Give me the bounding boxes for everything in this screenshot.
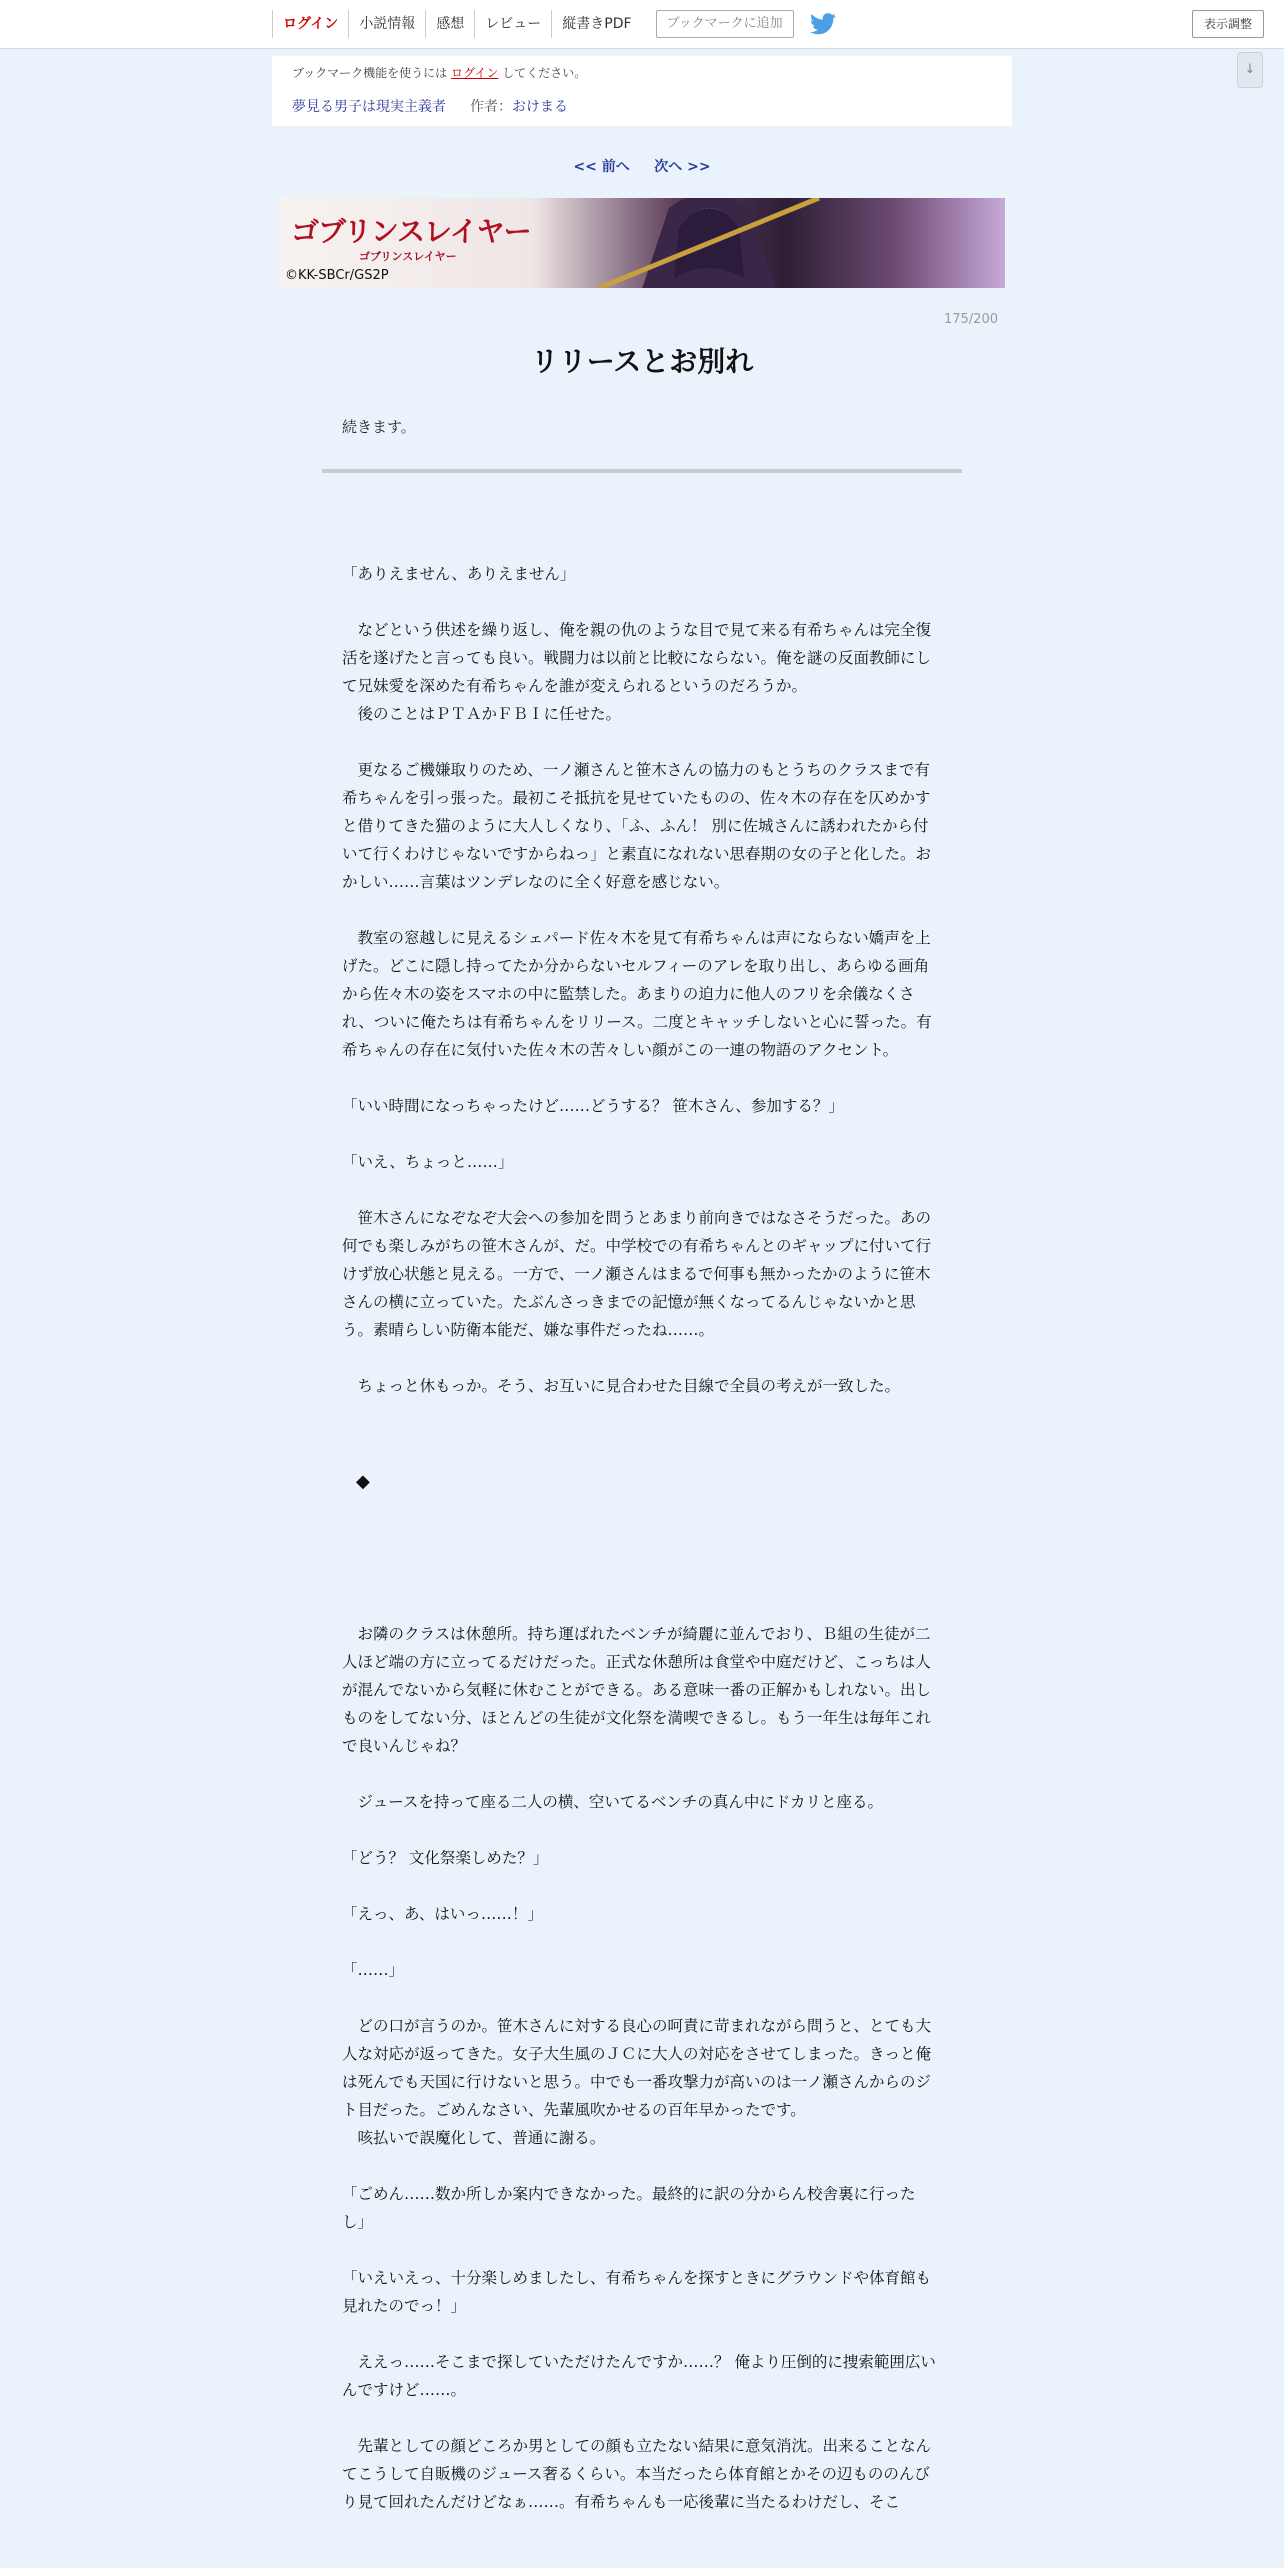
paragraph: などという供述を繰り返し、俺を親の仇のような目で見て来る有希ちゃんは完全復活を遂げたと言っても良い。戦闘力は以前と比較にならない。俺を謎の反面教師にして兄妹愛を深めた有希ちゃんを誰が変えられるというのだろうか。 後のことはＰＴＡかＦＢＩに任せた。 <box>342 621 932 723</box>
preface-divider <box>322 469 962 473</box>
banner-copyright: ©KK-SBCr/GS2P <box>285 268 389 283</box>
bookmark-notice: ブックマーク機能を使うには ログイン してください。 <box>292 66 587 80</box>
paragraph: お隣のクラスは休憩所。持ち運ばれたベンチが綺麗に並んでおり、Ｂ組の生徒が二人ほど端の方に立ってるだけだった。正式な休憩所は食堂や中庭だけど、こっちは人が混んでないから気軽に休むことができる。ある意味一番の正解かもしれない。出しものをしてない分、ほとんどの生徒が文化祭を満喫できるし。もう一年生は毎年これで良いんじゃね？ <box>342 1625 932 1755</box>
author-name-link[interactable]: おけまる <box>512 99 568 115</box>
nav-impressions-link[interactable]: 感想 <box>425 10 474 38</box>
paragraph: 「ごめん……数か所しか案内できなかった。最終的に訳の分からん校舎裏に行ったし」 <box>342 2185 916 2231</box>
page-count: 175/200 <box>944 312 999 327</box>
chapter-title: リリースとお別れ <box>530 345 754 378</box>
paragraph: 「ありえません、ありえません」 <box>342 565 576 583</box>
paragraph: 更なるご機嫌取りのため、一ノ瀬さんと笹木さんの協力のもとうちのクラスまで有希ちゃんを引っ張った。最初こそ抵抗を見せていたものの、佐々木の存在を仄めかすと借りてきた猫のように大人しくなり、「ふ、ふん！ 別に佐城さんに誘われたから付いて行くわけじゃないですからねっ」と素直になれない思春期の女の子と化した。おかしい……言葉はツンデレなのに全く好意を感じない。 <box>342 761 932 891</box>
paragraph: ちょっと休もっか。そう、お互いに見合わせた目線で全員の考えが一致した。 <box>342 1377 901 1395</box>
paragraph: 笹木さんになぞなぞ大会への参加を問うとあまり前向きではなさそうだった。あの何でも楽しみがちの笹木さんが、だ。中学校での有希ちゃんとのギャップに付いて行けず放心状態と見える。一方で、一ノ瀬さんはまるで何事も無かったかのように笹木さんの横に立っていた。たぶんさっきまでの記憶が無くなってるんじゃないかと思う。素晴らしい防衛本能だ、嫌な事件だったね……。 <box>342 1209 932 1339</box>
novel-title-link[interactable]: 夢見る男子は現実主義者 <box>292 99 446 115</box>
scroll-down-button[interactable]: ↓ <box>1237 52 1263 88</box>
paragraph: どの口が言うのか。笹木さんに対する良心の呵責に苛まれながら問うと、とても大人な対応が返ってきた。女子大生風のＪＣに大人の対応をさせてしまった。きっと俺は死んでも天国に行けないと思う。中でも一番攻撃力が高いのは一ノ瀬さんからのジト目だった。ごめんなさい、先輩風吹かせるの百年早かったです。 咳払いで誤魔化して、普通に謝る。 <box>342 2017 932 2147</box>
add-bookmark-button[interactable]: ブックマークに追加 <box>656 10 794 38</box>
banner-subtitle: ゴブリンスレイヤー <box>359 250 457 263</box>
paragraph: 「いい時間になっちゃったけど……どうする？ 笹木さん、参加する？」 <box>342 1097 844 1115</box>
top-nav-bar <box>0 0 1284 49</box>
chapter-pager <box>0 156 1284 176</box>
paragraph: 「……」 <box>342 1961 405 1979</box>
author-label: 作者： <box>470 99 512 115</box>
paragraph: 先輩としての顔どころか男としての顔も立たない結果に意気消沈。出来ることなんてこうして自販機のジュース奢るくらい。本当だったら体育館とかその辺もののんびり見て回れたんだけどなぁ……。有希ちゃんも一応後輩に当たるわけだし、そこ <box>342 2437 932 2511</box>
chapter-body <box>342 560 938 2544</box>
next-chapter-link[interactable]: 次へ >> <box>654 159 711 175</box>
nav-review-link[interactable]: レビュー <box>474 10 551 38</box>
novel-info-box <box>272 56 1012 126</box>
paragraph: 「いえ、ちょっと……」 <box>342 1153 514 1171</box>
nav-login-link[interactable]: ログイン <box>272 10 348 38</box>
paragraph: 「いえいえっ、十分楽しめましたし、有希ちゃんを探すときにグラウンドや体育館も見れたのでっ！」 <box>342 2269 932 2315</box>
display-settings-button[interactable]: 表示調整 <box>1192 10 1264 38</box>
chapter-preface: 続きます。 <box>342 418 416 436</box>
bookmark-login-link[interactable]: ログイン <box>451 66 499 80</box>
twitter-icon[interactable] <box>810 13 836 35</box>
paragraph: 教室の窓越しに見えるシェパード佐々木を見て有希ちゃんは声にならない嬌声を上げた。どこに隠し持ってたか分からないセルフィーのアレを取り出し、あらゆる画角から佐々木の姿をスマホの中に監禁した。あまりの迫力に他人のフリを余儀なくされ、ついに俺たちは有希ちゃんをリリース。二度とキャッチしないと心に誓った。有希ちゃんの存在に気付いた佐々木の苦々しい顔がこの一連の物語のアクセント。 <box>342 929 932 1059</box>
banner-logo: ゴブリンスレイヤー <box>291 215 531 248</box>
paragraph: 「どう？ 文化祭楽しめた？」 <box>342 1849 549 1867</box>
nav-menu <box>272 10 836 38</box>
banner-character-illustration <box>579 198 839 288</box>
scene-separator: ◆ <box>356 1471 370 1492</box>
paragraph: ええっ……そこまで探していただけたんですか……？ 俺より圧倒的に捜索範囲広いんですけど……。 <box>342 2353 936 2399</box>
prev-chapter-link[interactable]: << 前へ <box>573 159 630 175</box>
nav-vertical-pdf-link[interactable]: 縦書きPDF <box>551 10 641 38</box>
paragraph: 「えっ、あ、はいっ……！」 <box>342 1905 543 1923</box>
ad-banner[interactable] <box>279 198 1005 288</box>
paragraph: ジュースを持って座る二人の横、空いてるベンチの真ん中にドカリと座る。 <box>342 1793 883 1811</box>
nav-novel-info-link[interactable]: 小説情報 <box>348 10 425 38</box>
author-info <box>470 96 568 116</box>
